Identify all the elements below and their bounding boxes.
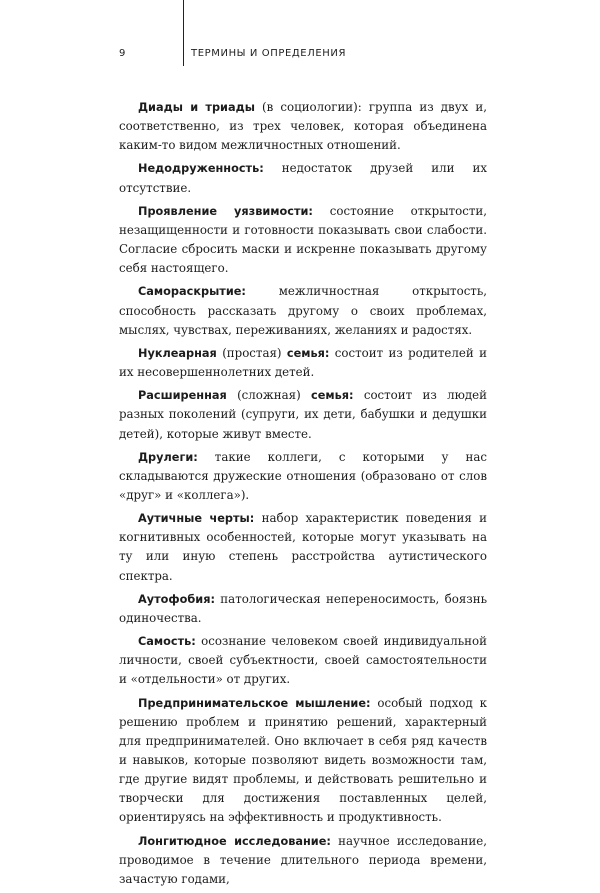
definition: состояние открытости, незащищенности и готовности показывать свои слабости. Согласие сбросить маски и искренне показывать другому себя настоящего. (119, 203, 487, 276)
term: Самость: (138, 635, 196, 649)
definition: осознание человеком своей индивидуальной личности, своей субъектности, своей самостоятельности и «отдельности» от других. (119, 634, 487, 687)
term: семья: (286, 346, 330, 360)
term: Диады и триады (138, 101, 255, 114)
term: Недодруженность: (138, 162, 264, 176)
term: Нуклеарная (138, 346, 217, 360)
definition: особый подход к решению проблем и принятию решений, характерный для предпринимателей. Оно включает в себя ряд качеств и навыков, которые позволяют видеть возможности там, где другие видят проблемы, и действовать решительно и творчески для достижения поставленных целей, ориентируясь на эффективность и продуктивность. (119, 695, 487, 825)
term: Предпринимательское мышление: (138, 696, 371, 710)
glossary-entry-autistic-traits (119, 509, 487, 586)
term: Самораскрытие: (138, 285, 246, 299)
definition: состоит из людей разных поколений (супруги, их дети, бабушки и дедушки детей), которые живут вместе. (119, 388, 487, 441)
term: Расширенная (138, 389, 227, 403)
glossary-entry-self (119, 632, 487, 689)
term: семья: (311, 389, 354, 403)
glossary-entry-autophobia (119, 590, 487, 628)
glossary-entry-underfriendship (119, 159, 487, 197)
running-head: ТЕРМИНЫ И ОПРЕДЕЛЕНИЯ (191, 48, 347, 59)
term: Лонгитюдное исследование: (138, 834, 331, 848)
glossary-body (119, 98, 487, 893)
definition: набор характеристик поведения и когнитивных особенностей, которые могут указывать на ту или иную степень расстройства аутистического спектра. (119, 511, 487, 583)
definition: недостаток друзей или их отсутствие. (119, 161, 487, 195)
glossary-entry-dyads-triads (119, 98, 487, 155)
definition: патологическая непереносимость, боязнь одиночества. (119, 591, 487, 625)
definition: (в социологии): группа из двух и, соответственно, из трех человек, которая объединена каким-то видом межличностных отношений. (119, 100, 487, 153)
glossary-entry-vulnerability (119, 202, 487, 279)
term: Друлеги: (138, 450, 198, 464)
definition: такие коллеги, с которыми у нас складываются дружеские отношения (образовано от слов «друг» и «коллега»). (119, 449, 487, 502)
glossary-entry-longitudinal-study (119, 832, 487, 889)
glossary-entry-entrepreneurial-thinking (119, 694, 487, 828)
header-divider (183, 0, 184, 66)
glossary-entry-nuclear-family (119, 344, 487, 382)
term-qualifier: (сложная) (226, 388, 311, 403)
definition: состоит из родителей и их несовершеннолетних детей. (119, 345, 487, 380)
glossary-entry-extended-family (119, 386, 487, 443)
definition: научное исследование, проводимое в течение длительного периода времени, зачастую годами, (119, 833, 487, 886)
glossary-entry-drulegi (119, 448, 487, 505)
glossary-entry-self-disclosure (119, 282, 487, 339)
term: Аутофобия: (138, 592, 215, 606)
term-qualifier: (простая) (216, 345, 287, 360)
definition: межличностная открытость, способность рассказать другому о своих проблемах, мыслях, чувствах, переживаниях, желаниях и радостях. (119, 284, 487, 337)
term: Проявление уязвимости: (138, 204, 313, 218)
page-number: 9 (119, 48, 126, 59)
term: Аутичные черты: (138, 512, 255, 526)
